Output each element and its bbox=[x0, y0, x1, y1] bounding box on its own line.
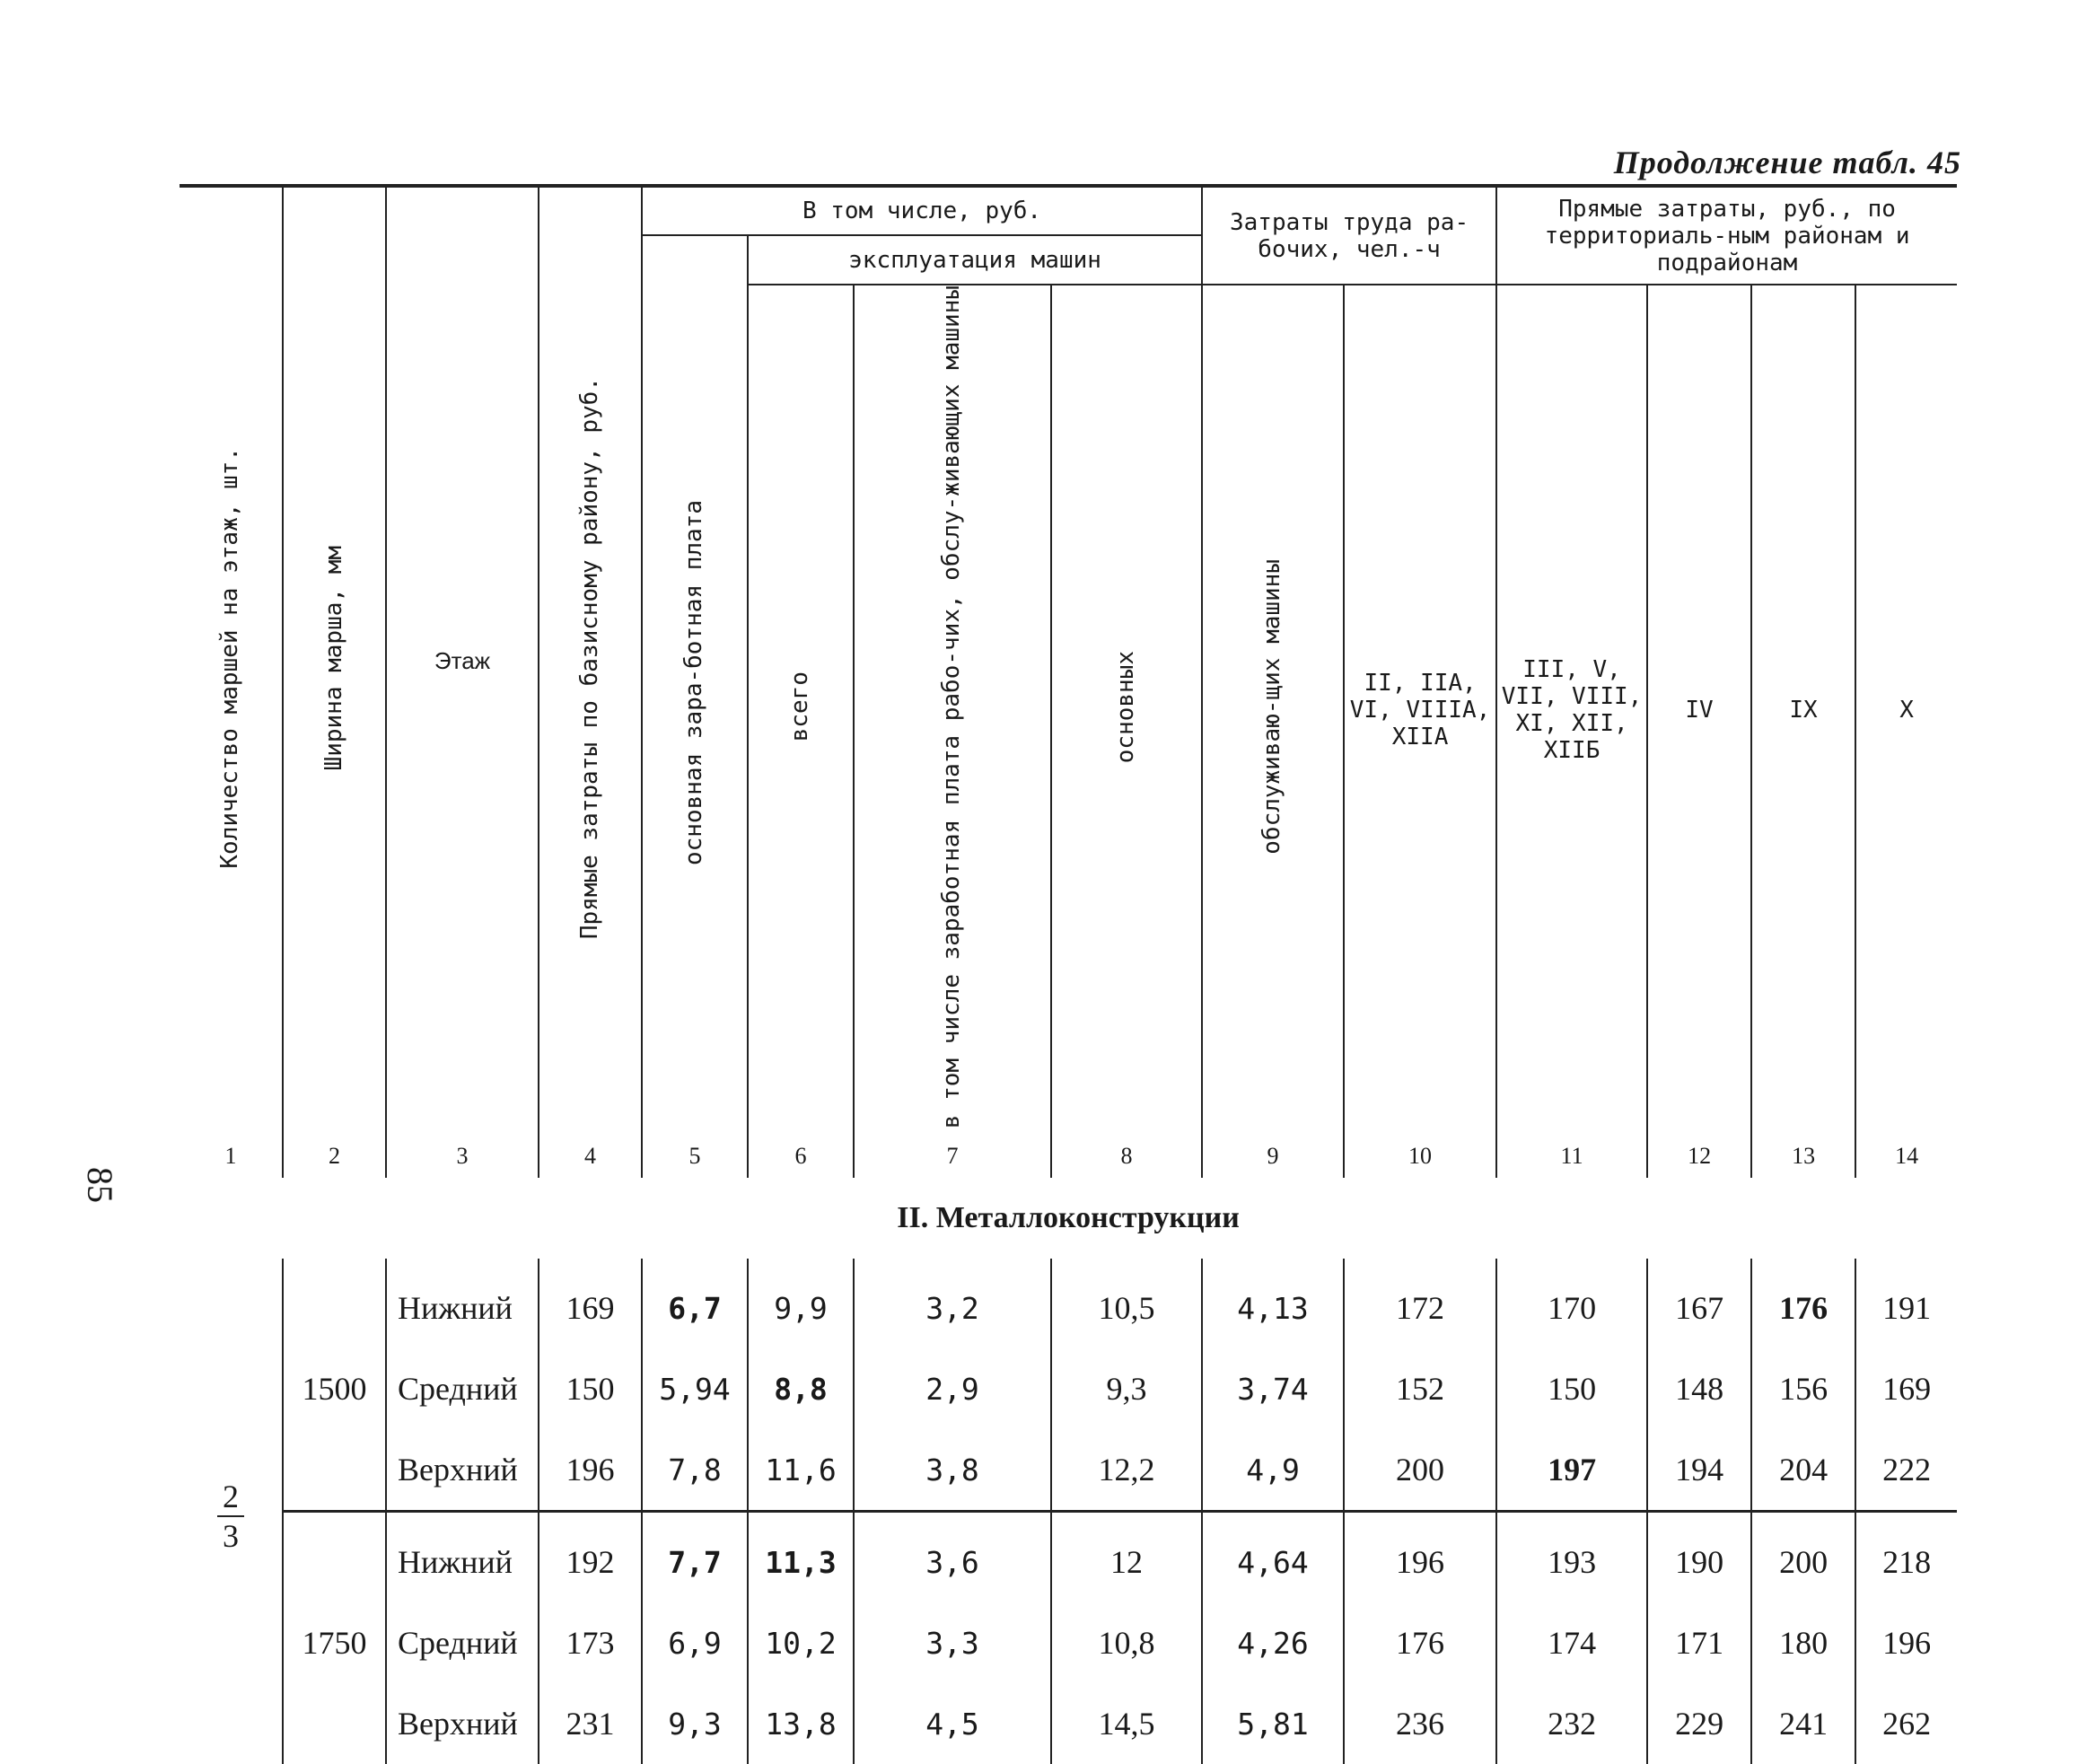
col-number: 14 bbox=[1855, 1135, 1957, 1178]
value-cell: 156 bbox=[1751, 1348, 1855, 1429]
value-cell: 231 bbox=[539, 1683, 642, 1764]
value-cell: 192 bbox=[539, 1512, 642, 1603]
value-cell: 4,9 bbox=[1202, 1429, 1344, 1512]
value-cell: 204 bbox=[1751, 1429, 1855, 1512]
header-region-11: III, V, VII, VIII, XI, XII, XIIБ bbox=[1496, 285, 1647, 1135]
table-row bbox=[180, 1602, 1957, 1683]
width-cell: 1500 bbox=[283, 1259, 386, 1512]
value-cell: 4,26 bbox=[1202, 1602, 1344, 1683]
header-region-12: IV bbox=[1647, 285, 1751, 1135]
col-number: 12 bbox=[1647, 1135, 1751, 1178]
value-cell: 6,7 bbox=[642, 1259, 748, 1348]
value-cell: 3,74 bbox=[1202, 1348, 1344, 1429]
value-cell: 176 bbox=[1751, 1259, 1855, 1348]
floor-cell: Верхний bbox=[386, 1683, 539, 1764]
value-cell: 4,5 bbox=[854, 1683, 1051, 1764]
value-cell: 11,3 bbox=[748, 1512, 854, 1603]
value-cell: 10,8 bbox=[1051, 1602, 1202, 1683]
floor-cell: Средний bbox=[386, 1348, 539, 1429]
value-cell: 190 bbox=[1647, 1512, 1751, 1603]
value-cell: 3,3 bbox=[854, 1602, 1051, 1683]
page-number: 85 bbox=[80, 1167, 120, 1203]
col-number: 8 bbox=[1051, 1135, 1202, 1178]
header-qty: Количество маршей на этаж, шт. bbox=[180, 186, 283, 1135]
header-base-cost: Прямые затраты по базисному району, руб. bbox=[539, 186, 642, 1135]
value-cell: 174 bbox=[1496, 1602, 1647, 1683]
value-cell: 169 bbox=[539, 1259, 642, 1348]
header-group-direct: Прямые затраты, руб., по территориаль-ным районам и подрайонам bbox=[1496, 186, 1957, 285]
data-table bbox=[180, 184, 1957, 1764]
col-number: 6 bbox=[748, 1135, 854, 1178]
table-row bbox=[180, 1429, 1957, 1512]
header-labor-main: основных bbox=[1051, 285, 1202, 1135]
col-number: 10 bbox=[1344, 1135, 1496, 1178]
value-cell: 148 bbox=[1647, 1348, 1751, 1429]
value-cell: 222 bbox=[1855, 1429, 1957, 1512]
col-number: 4 bbox=[539, 1135, 642, 1178]
width-cell: 1750 bbox=[283, 1512, 386, 1764]
header-group-machines: эксплуатация машин bbox=[748, 235, 1202, 285]
floor-cell: Верхний bbox=[386, 1429, 539, 1512]
column-numbers-row bbox=[180, 1135, 1957, 1178]
value-cell: 8,8 bbox=[748, 1348, 854, 1429]
table-row bbox=[180, 1348, 1957, 1429]
value-cell: 241 bbox=[1751, 1683, 1855, 1764]
table-caption: Продолжение табл. 45 bbox=[1613, 145, 1961, 180]
value-cell: 4,64 bbox=[1202, 1512, 1344, 1603]
header-machines-salary: в том числе заработная плата рабо-чих, обслу-живающих машины bbox=[854, 285, 1051, 1135]
header-region-14: X bbox=[1855, 285, 1957, 1135]
value-cell: 191 bbox=[1855, 1259, 1957, 1348]
value-cell: 6,9 bbox=[642, 1602, 748, 1683]
table-row bbox=[180, 1683, 1957, 1764]
table-row bbox=[180, 1512, 1957, 1603]
value-cell: 3,8 bbox=[854, 1429, 1051, 1512]
value-cell: 9,9 bbox=[748, 1259, 854, 1348]
value-cell: 196 bbox=[1855, 1602, 1957, 1683]
value-cell: 173 bbox=[539, 1602, 642, 1683]
col-number: 7 bbox=[854, 1135, 1051, 1178]
value-cell: 5,94 bbox=[642, 1348, 748, 1429]
qty-fraction: $\frac{2}{3}$ bbox=[217, 1478, 244, 1555]
value-cell: 7,8 bbox=[642, 1429, 748, 1512]
value-cell: 11,6 bbox=[748, 1429, 854, 1512]
value-cell: 232 bbox=[1496, 1683, 1647, 1764]
section-title: II. Металлоконструкции bbox=[897, 1201, 1240, 1235]
col-number: 13 bbox=[1751, 1135, 1855, 1178]
value-cell: 12 bbox=[1051, 1512, 1202, 1603]
value-cell: 2,9 bbox=[854, 1348, 1051, 1429]
value-cell: 197 bbox=[1496, 1429, 1647, 1512]
header-machines-total: всего bbox=[748, 285, 854, 1135]
col-number: 2 bbox=[283, 1135, 386, 1178]
value-cell: 200 bbox=[1344, 1429, 1496, 1512]
header-group-incl: В том числе, руб. bbox=[642, 186, 1202, 235]
value-cell: 10,2 bbox=[748, 1602, 854, 1683]
header-region-13: IX bbox=[1751, 285, 1855, 1135]
value-cell: 4,13 bbox=[1202, 1259, 1344, 1348]
value-cell: 196 bbox=[539, 1429, 642, 1512]
header-floor: Этаж bbox=[386, 186, 539, 1135]
value-cell: 170 bbox=[1496, 1259, 1647, 1348]
value-cell: 194 bbox=[1647, 1429, 1751, 1512]
value-cell: 152 bbox=[1344, 1348, 1496, 1429]
floor-cell: Средний bbox=[386, 1602, 539, 1683]
value-cell: 169 bbox=[1855, 1348, 1957, 1429]
value-cell: 218 bbox=[1855, 1512, 1957, 1603]
value-cell: 236 bbox=[1344, 1683, 1496, 1764]
value-cell: 7,7 bbox=[642, 1512, 748, 1603]
value-cell: 196 bbox=[1344, 1512, 1496, 1603]
value-cell: 176 bbox=[1344, 1602, 1496, 1683]
value-cell: 171 bbox=[1647, 1602, 1751, 1683]
header-labor-machines: обслуживаю-щих машины bbox=[1202, 285, 1344, 1135]
value-cell: 150 bbox=[1496, 1348, 1647, 1429]
value-cell: 193 bbox=[1496, 1512, 1647, 1603]
floor-cell: Нижний bbox=[386, 1512, 539, 1603]
value-cell: 262 bbox=[1855, 1683, 1957, 1764]
qty-fraction-cell bbox=[180, 1259, 283, 1764]
value-cell: 200 bbox=[1751, 1512, 1855, 1603]
value-cell: 5,81 bbox=[1202, 1683, 1344, 1764]
value-cell: 14,5 bbox=[1051, 1683, 1202, 1764]
value-cell: 3,2 bbox=[854, 1259, 1051, 1348]
header-group-labor: Затраты труда ра-бочих, чел.-ч bbox=[1202, 186, 1496, 285]
value-cell: 9,3 bbox=[1051, 1348, 1202, 1429]
col-number: 9 bbox=[1202, 1135, 1344, 1178]
col-number: 1 bbox=[224, 1143, 237, 1170]
value-cell: 172 bbox=[1344, 1259, 1496, 1348]
col-number: 5 bbox=[642, 1135, 748, 1178]
value-cell: 167 bbox=[1647, 1259, 1751, 1348]
table-body bbox=[180, 1259, 1957, 1764]
value-cell: 10,5 bbox=[1051, 1259, 1202, 1348]
value-cell: 180 bbox=[1751, 1602, 1855, 1683]
value-cell: 3,6 bbox=[854, 1512, 1051, 1603]
value-cell: 229 bbox=[1647, 1683, 1751, 1764]
col-number: 3 bbox=[386, 1135, 539, 1178]
col-number: 11 bbox=[1496, 1135, 1647, 1178]
value-cell: 9,3 bbox=[642, 1683, 748, 1764]
table-row bbox=[180, 1259, 1957, 1348]
header-region-10: II, IIA, VI, VIIIA, XIIA bbox=[1344, 285, 1496, 1135]
floor-cell: Нижний bbox=[386, 1259, 539, 1348]
value-cell: 12,2 bbox=[1051, 1429, 1202, 1512]
value-cell: 150 bbox=[539, 1348, 642, 1429]
value-cell: 13,8 bbox=[748, 1683, 854, 1764]
header-base-salary: основная зара-ботная плата bbox=[642, 235, 748, 1135]
header-width: Ширина марша, мм bbox=[283, 186, 386, 1135]
